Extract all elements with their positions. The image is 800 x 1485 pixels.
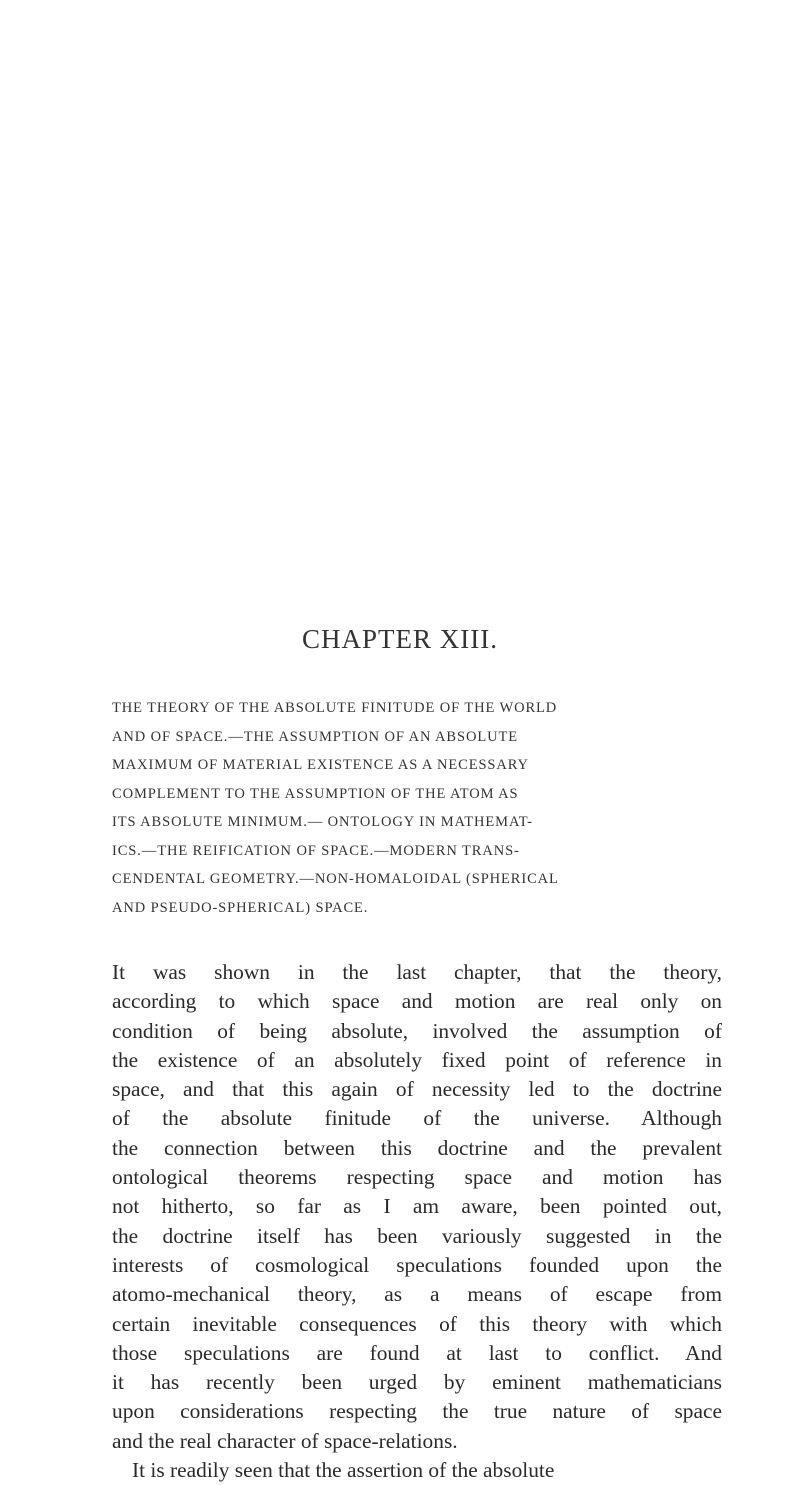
synopsis-line: COMPLEMENT TO THE ASSUMPTION OF THE ATOM AS bbox=[112, 785, 519, 802]
paragraph-line: ontological theorems respecting space and motion has bbox=[112, 1165, 722, 1190]
paragraph-line: of the absolute finitude of the universe. Although bbox=[112, 1106, 722, 1131]
synopsis-line: ITS ABSOLUTE MINIMUM.— ONTOLOGY IN MATHEMAT- bbox=[112, 814, 533, 830]
paragraph-line: upon considerations respecting the true nature of space bbox=[112, 1399, 722, 1424]
paragraph-line: the connection between this doctrine and the prevalent bbox=[112, 1135, 722, 1160]
paragraph-line: It is readily seen that the assertion of the absolute bbox=[132, 1458, 555, 1483]
paragraph-line: according to which space and motion are real only on bbox=[112, 989, 722, 1014]
synopsis-line: AND PSEUDO-SPHERICAL) SPACE. bbox=[112, 899, 369, 916]
paragraph-line: and the real character of space-relations. bbox=[112, 1428, 458, 1453]
paragraph-line: the existence of an absolutely fixed point of reference in bbox=[112, 1047, 722, 1072]
synopsis-line: AND OF SPACE.—THE ASSUMPTION OF AN ABSOLUTE bbox=[112, 728, 518, 745]
paragraph-line: the doctrine itself has been variously suggested in the bbox=[112, 1223, 722, 1248]
synopsis-line: CENDENTAL GEOMETRY.—NON-HOMALOIDAL (SPHERICAL bbox=[112, 871, 559, 887]
synopsis-line: THE THEORY OF THE ABSOLUTE FINITUDE OF THE WORLD bbox=[112, 700, 558, 716]
paragraph-line: space, and that this again of necessity led to the doctrine bbox=[112, 1077, 722, 1102]
paragraph-line: not hitherto, so far as I am aware, been pointed out, bbox=[112, 1194, 722, 1219]
chapter-synopsis bbox=[112, 694, 716, 922]
paragraph-line: those speculations are found at last to conflict. And bbox=[112, 1340, 722, 1365]
synopsis-line: MAXIMUM OF MATERIAL EXISTENCE AS A NECESSARY bbox=[112, 757, 529, 773]
synopsis-line: ICS.—THE REIFICATION OF SPACE.—MODERN TRANS- bbox=[112, 842, 520, 859]
paragraph-line: condition of being absolute, involved the assumption of bbox=[112, 1018, 722, 1043]
paragraph-line: it has recently been urged by eminent mathematicians bbox=[112, 1370, 722, 1395]
paragraph-line: interests of cosmological speculations founded upon the bbox=[112, 1252, 722, 1277]
paragraph-line: It was shown in the last chapter, that the theory, bbox=[112, 960, 722, 984]
paragraph-line: atomo-mechanical theory, as a means of escape from bbox=[112, 1282, 722, 1307]
body-text bbox=[112, 958, 722, 1485]
chapter-title: CHAPTER XIII. bbox=[302, 624, 498, 654]
paragraph-line: certain inevitable consequences of this theory with which bbox=[112, 1311, 722, 1336]
